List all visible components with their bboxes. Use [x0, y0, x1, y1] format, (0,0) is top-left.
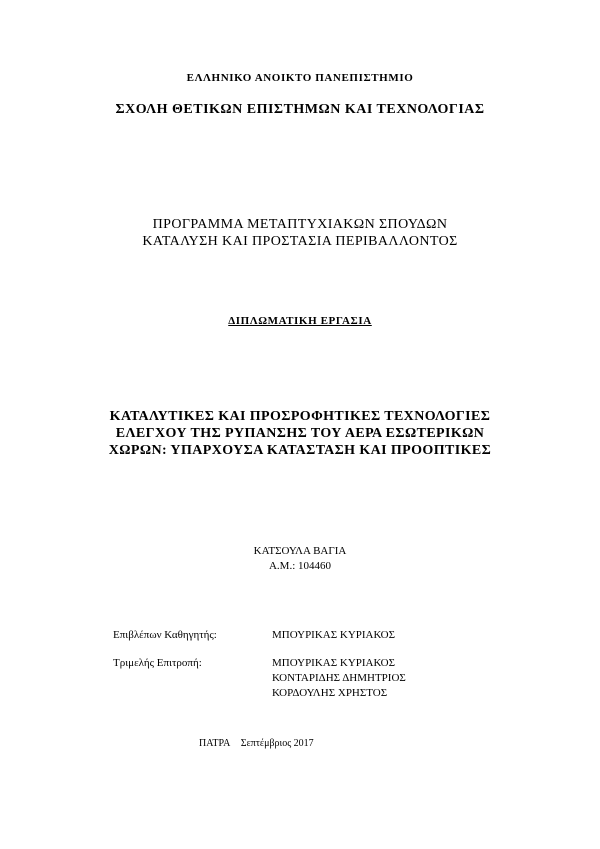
thesis-title-line-2: ΕΛΕΓΧΟΥ ΤΗΣ ΡΥΠΑΝΣΗΣ ΤΟΥ ΑΕΡΑ ΕΣΩΤΕΡΙΚΩΝ	[115, 426, 485, 441]
committee-member: ΚΟΝΤΑΡΙΔΗΣ ΔΗΜΗΤΡΙΟΣ	[272, 672, 406, 684]
footer	[199, 738, 314, 749]
committee-member: ΚΟΡΔΟΥΛΗΣ ΧΡΗΣΤΟΣ	[272, 687, 388, 699]
document-type: ΔΙΠΛΩΜΑΤΙΚΗ ΕΡΓΑΣΙΑ	[228, 315, 372, 327]
committee-label: Τριμελής Επιτροπή:	[113, 657, 202, 669]
program-title: ΠΡΟΓΡΑΜΜΑ ΜΕΤΑΠΤΥΧΙΑΚΩΝ ΣΠΟΥΔΩΝ	[152, 217, 448, 232]
thesis-title-line-1: ΚΑΤΑΛΥΤΙΚΕΣ ΚΑΙ ΠΡΟΣΡΟΦΗΤΙΚΕΣ ΤΕΧΝΟΛΟΓΙΕΣ	[109, 409, 491, 424]
school-name: ΣΧΟΛΗ ΘΕΤΙΚΩΝ ΕΠΙΣΤΗΜΩΝ ΚΑΙ ΤΕΧΝΟΛΟΓΙΑΣ	[115, 102, 485, 117]
university-name: ΕΛΛΗΝΙΚΟ ΑΝΟΙΚΤΟ ΠΑΝΕΠΙΣΤΗΜΙΟ	[186, 72, 414, 84]
footer-date: Σεπτέμβριος 2017	[240, 738, 314, 749]
thesis-title-line-3: ΧΩΡΩΝ: ΥΠΑΡΧΟΥΣΑ ΚΑΤΑΣΤΑΣΗ ΚΑΙ ΠΡΟΟΠΤΙΚΕΣ	[108, 443, 492, 458]
program-subtitle: ΚΑΤΑΛΥΣΗ ΚΑΙ ΠΡΟΣΤΑΣΙΑ ΠΕΡΙΒΑΛΛΟΝΤΟΣ	[142, 234, 458, 249]
author-name: ΚΑΤΣΟΥΛΑ ΒΑΓΙΑ	[253, 545, 347, 557]
supervisor-name: ΜΠΟΥΡΙΚΑΣ ΚΥΡΙΑΚΟΣ	[272, 629, 396, 641]
footer-place: ΠΑΤΡΑ	[199, 738, 230, 749]
supervisor-label: Επιβλέπων Καθηγητής:	[113, 629, 217, 641]
student-id: Α.Μ.: 104460	[268, 560, 332, 572]
committee-member: ΜΠΟΥΡΙΚΑΣ ΚΥΡΙΑΚΟΣ	[272, 657, 396, 669]
